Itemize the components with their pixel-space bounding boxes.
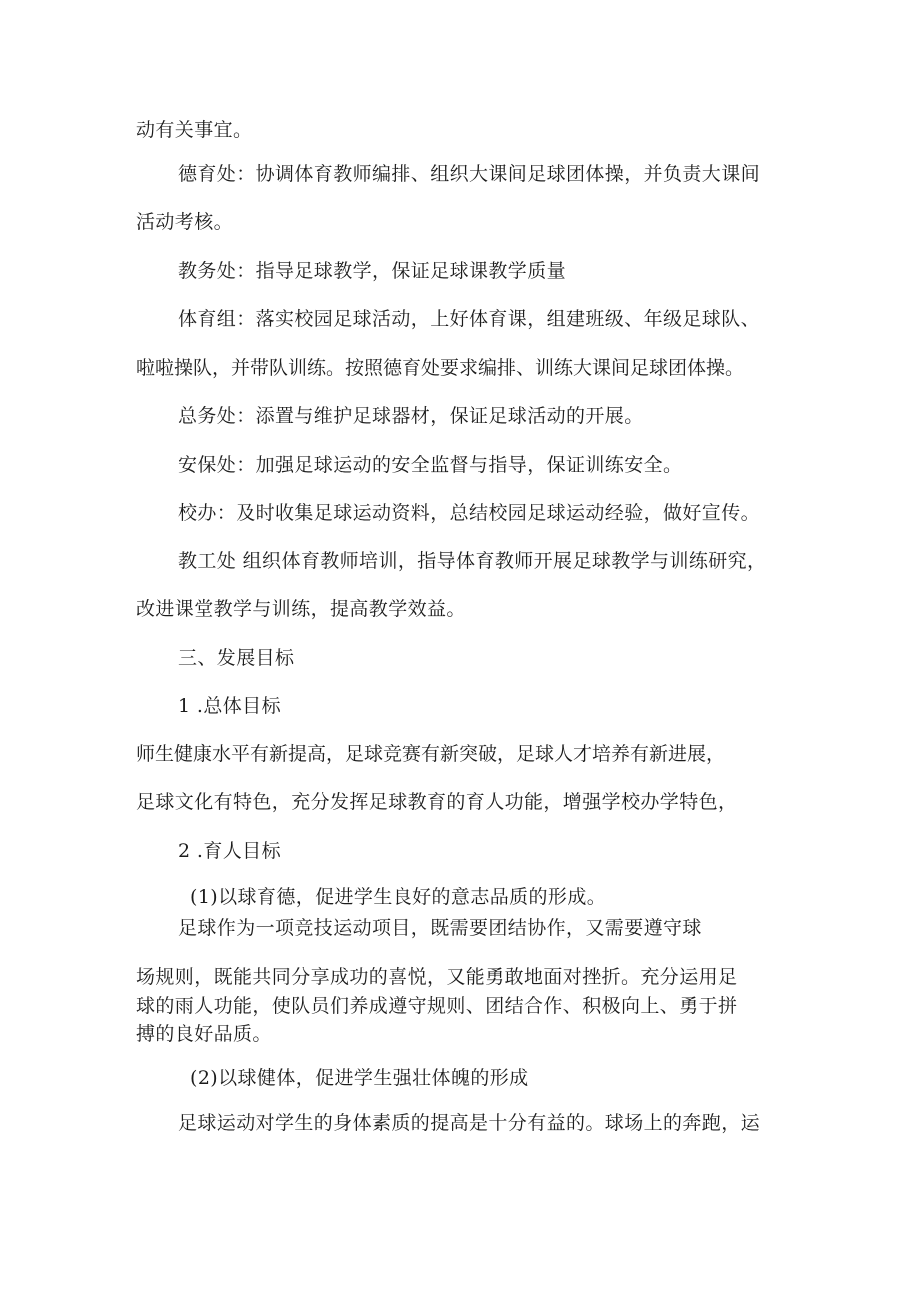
text-line: 搏的良好品质。 bbox=[136, 1023, 272, 1045]
section-heading: 三、发展目标 bbox=[178, 647, 295, 669]
subsection-heading: 1 .总体目标 bbox=[178, 695, 281, 717]
text-line: 师生健康水平有新提高，足球竞赛有新突破，足球人才培养有新进展， bbox=[136, 743, 726, 765]
item-heading: (2)以球健体，促进学生强壮体魄的形成 bbox=[190, 1067, 529, 1089]
text-line: 总务处：添置与维护足球器材，保证足球活动的开展。 bbox=[178, 405, 644, 427]
text-line: 改进课堂教学与训练，提高教学效益。 bbox=[136, 598, 466, 620]
text-line: 球的雨人功能，使队员们养成遵守规则、团结合作、积极向上、勇于拼 bbox=[136, 995, 738, 1017]
text-line: 场规则，既能共同分享成功的喜悦，又能勇敢地面对挫折。充分运用足 bbox=[136, 966, 738, 988]
text-line: 活动考核。 bbox=[136, 211, 234, 233]
text-line: 校办：及时收集足球运动资料，总结校园足球运动经验，做好宣传。 bbox=[178, 502, 761, 524]
text-line: 足球作为一项竞技运动项目，既需要团结协作，又需要遵守球 bbox=[178, 917, 702, 939]
text-line: 足球文化有特色，充分发挥足球教育的育人功能，增强学校办学特色， bbox=[136, 791, 738, 813]
subsection-heading: 2 .育人目标 bbox=[178, 840, 281, 862]
text-line: 体育组：落实校园足球活动，上好体育课，组建班级、年级足球队、 bbox=[178, 308, 761, 330]
text-line: 教工处 组织体育教师培训，指导体育教师开展足球教学与训练研究， bbox=[178, 550, 767, 572]
text-line: 足球运动对学生的身体素质的提高是十分有益的。球场上的奔跑，运 bbox=[178, 1112, 761, 1134]
text-line: 教务处：指导足球教学，保证足球课教学质量 bbox=[178, 260, 567, 282]
item-heading: (1)以球育德，促进学生良好的意志品质的形成。 bbox=[190, 886, 607, 908]
text-line: 德育处：协调体育教师编排、组织大课间足球团体操，并负责大课间 bbox=[178, 163, 761, 185]
text-line: 动有关事宜。 bbox=[136, 119, 253, 141]
text-line: 安保处：加强足球运动的安全监督与指导，保证训练安全。 bbox=[178, 454, 683, 476]
text-line: 啦啦操队，并带队训练。按照德育处要求编排、训练大课间足球团体操。 bbox=[136, 357, 745, 379]
